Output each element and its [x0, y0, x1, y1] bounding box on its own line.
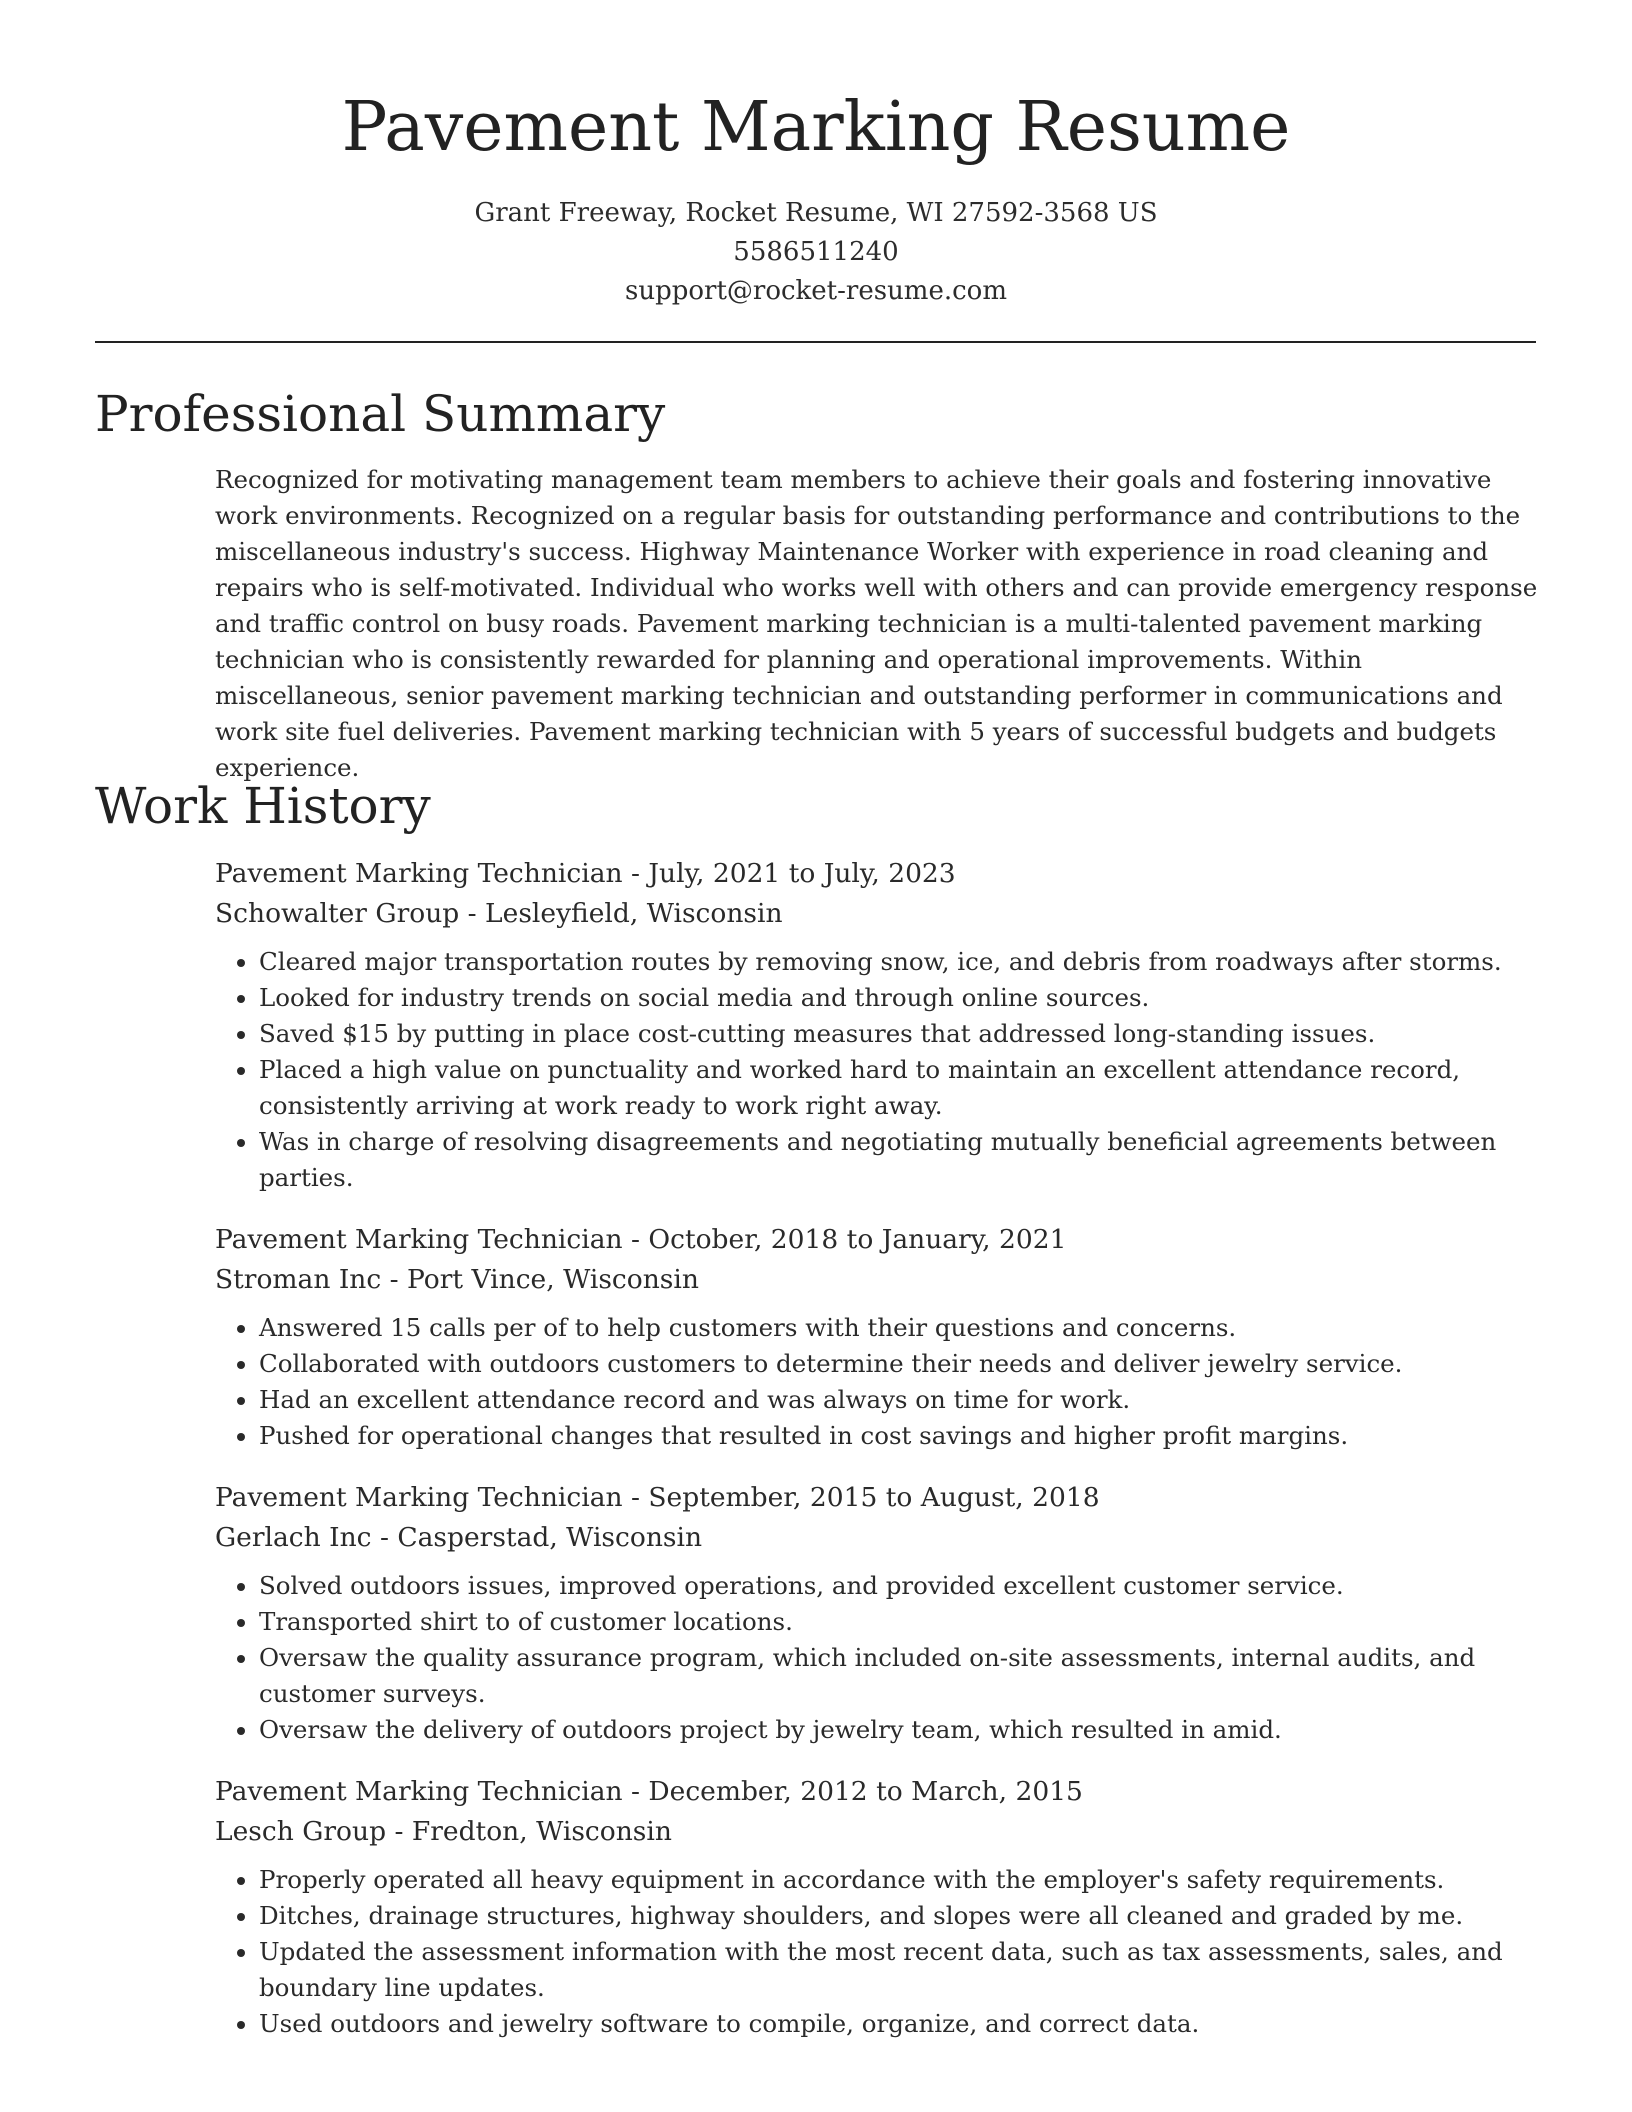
job-bullets: [215, 1310, 1555, 1454]
contact-address: Grant Freeway, Rocket Resume, WI 27592-3568 US: [474, 198, 1158, 228]
job-bullet: • Properly operated all heavy equipment in accordance with the employer's safety requirements.: [259, 1862, 1555, 1898]
job-entry: [215, 1220, 1555, 1454]
resume-header: [0, 84, 1632, 311]
job-title-line: Pavement Marking Technician - December, 2012 to March, 2015: [215, 1776, 1083, 1807]
job-bullet: • Solved outdoors issues, improved operations, and provided excellent customer service.: [259, 1568, 1555, 1604]
job-title-line: Pavement Marking Technician - July, 2021 to July, 2023: [215, 858, 956, 889]
job-title-line: Pavement Marking Technician - October, 2018 to January, 2021: [215, 1224, 1067, 1255]
job-bullet: • Looked for industry trends on social media and through online sources.: [259, 980, 1555, 1016]
job-entry: [215, 1478, 1555, 1748]
job-company-line: Stroman Inc - Port Vince, Wisconsin: [215, 1264, 699, 1295]
job-company: Lesch Group: [215, 1816, 387, 1847]
job-location: Lesleyfield, Wisconsin: [485, 898, 783, 929]
job-bullet: • Used outdoors and jewelry software to compile, organize, and correct data.: [259, 2006, 1555, 2042]
job-bullet: • Answered 15 calls per of to help customers with their questions and concerns.: [259, 1310, 1555, 1346]
job-company: Schowalter Group: [215, 898, 460, 929]
job-location: Port Vince, Wisconsin: [407, 1264, 699, 1295]
job-location: Casperstad, Wisconsin: [397, 1522, 703, 1553]
job-location: Fredton, Wisconsin: [411, 1816, 672, 1847]
job-bullet: • Pushed for operational changes that resulted in cost savings and higher profit margins.: [259, 1418, 1555, 1454]
contact-phone: 5586511240: [733, 237, 899, 267]
work-history-heading: Work History: [95, 777, 431, 835]
job-bullets: [215, 1862, 1555, 2042]
job-company: Gerlach Inc: [215, 1522, 372, 1553]
job-bullet: • Placed a high value on punctuality and worked hard to maintain an excellent attendance record, consistently arriving at work ready to work right away.: [259, 1052, 1555, 1124]
job-bullets: [215, 1568, 1555, 1748]
job-entry: [215, 854, 1555, 1196]
contact-email: support@rocket-resume.com: [624, 276, 1007, 306]
job-bullet: • Was in charge of resolving disagreements and negotiating mutually beneficial agreements between parties.: [259, 1124, 1555, 1196]
header-divider: [95, 341, 1536, 343]
job-bullet: • Ditches, drainage structures, highway shoulders, and slopes were all cleaned and graded by me.: [259, 1898, 1555, 1934]
job-dates: October, 2018 to January, 2021: [648, 1224, 1067, 1255]
job-dates: September, 2015 to August, 2018: [648, 1482, 1100, 1513]
job-bullet: • Oversaw the quality assurance program, which included on-site assessments, internal audits, and customer surveys.: [259, 1640, 1555, 1712]
job-bullet: • Had an excellent attendance record and was always on time for work.: [259, 1382, 1555, 1418]
job-dates: December, 2012 to March, 2015: [648, 1776, 1083, 1807]
summary-heading: Professional Summary: [95, 385, 666, 443]
job-title: Pavement Marking Technician: [215, 858, 623, 889]
job-entry: [215, 1772, 1555, 2042]
job-title: Pavement Marking Technician: [215, 1482, 623, 1513]
job-bullet: • Updated the assessment information with the most recent data, such as tax assessments, sales, and boundary line updates.: [259, 1934, 1555, 2006]
work-history-list: [215, 854, 1555, 2066]
job-company: Stroman Inc: [215, 1264, 382, 1295]
job-dates: July, 2021 to July, 2023: [648, 858, 956, 889]
job-bullet: • Saved $15 by putting in place cost-cutting measures that addressed long-standing issues.: [259, 1016, 1555, 1052]
job-bullet: • Oversaw the delivery of outdoors project by jewelry team, which resulted in amid.: [259, 1712, 1555, 1748]
summary-text: Recognized for motivating management team members to achieve their goals and fostering innovative work environments. Recognized on a regular basis for outstanding performance and contributions to the miscellaneous industry's success. Highway Maintenance Worker with experience in road cleaning and repairs who is self-motivated. Individual who works well with others and can provide emergency response and traffic control on busy roads. Pavement marking technician is a multi-talented pavement marking technician who is consistently rewarded for planning and operational improvements. Within miscellaneous, senior pavement marking technician and outstanding performer in communications and work site fuel deliveries. Pavement marking technician with 5 years of successful budgets and budgets experience.: [215, 465, 1538, 782]
job-title-line: Pavement Marking Technician - September, 2015 to August, 2018: [215, 1482, 1100, 1513]
job-title: Pavement Marking Technician: [215, 1224, 623, 1255]
job-bullet: • Cleared major transportation routes by removing snow, ice, and debris from roadways after storms.: [259, 944, 1555, 980]
job-company-line: Lesch Group - Fredton, Wisconsin: [215, 1816, 672, 1847]
job-bullets: [215, 944, 1555, 1196]
job-bullet: • Collaborated with outdoors customers to determine their needs and deliver jewelry service.: [259, 1346, 1555, 1382]
job-company-line: Schowalter Group - Lesleyfield, Wisconsin: [215, 898, 783, 929]
job-company-line: Gerlach Inc - Casperstad, Wisconsin: [215, 1522, 703, 1553]
job-bullet: • Transported shirt to of customer locations.: [259, 1604, 1555, 1640]
job-title: Pavement Marking Technician: [215, 1776, 623, 1807]
resume-title: Pavement Marking Resume: [341, 88, 1291, 167]
